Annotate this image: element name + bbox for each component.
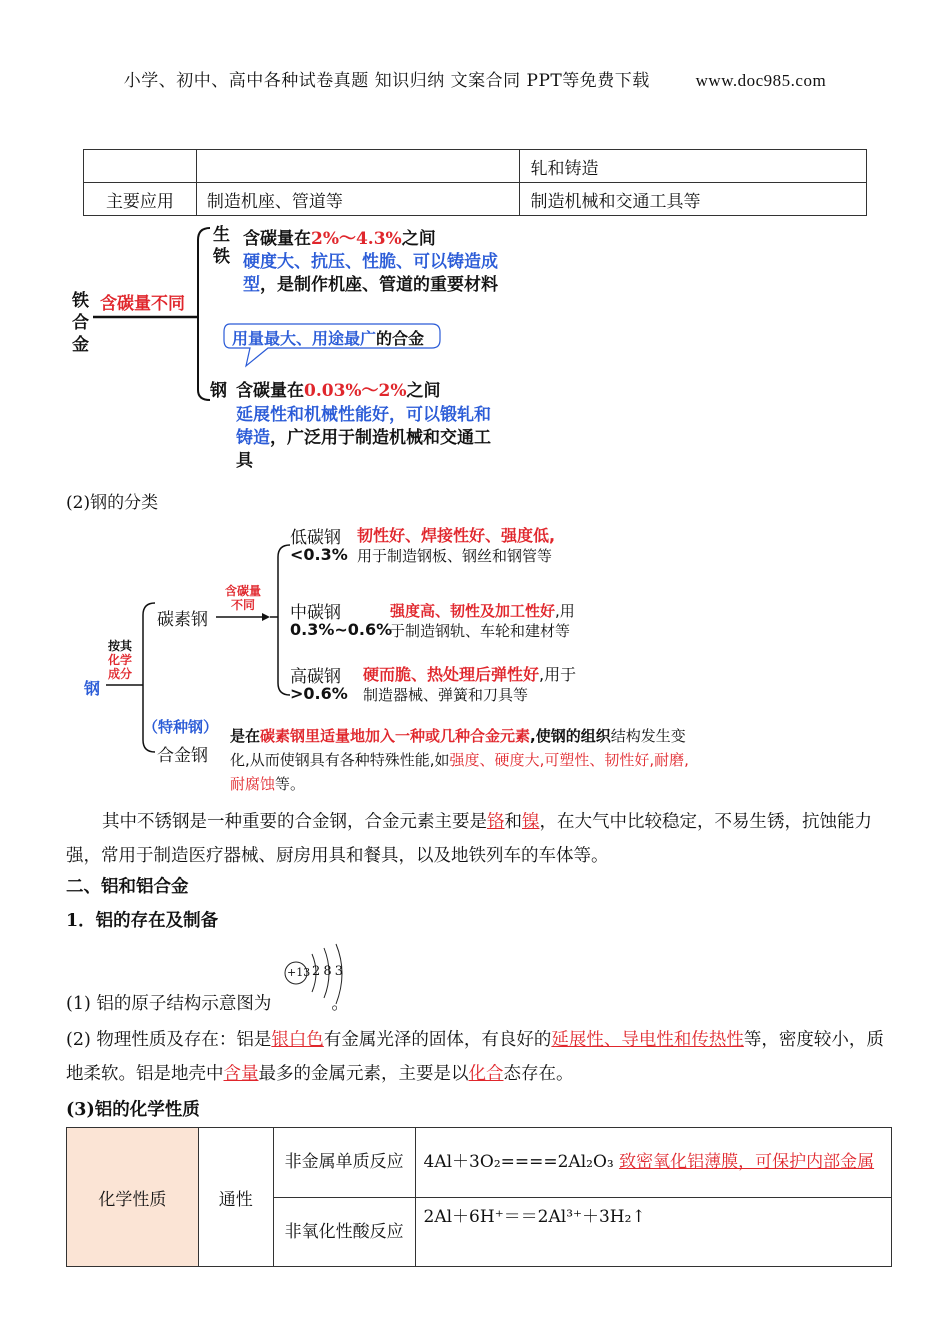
low-carbon-range: <0.3%	[290, 545, 348, 564]
steel-carbon	[236, 376, 441, 401]
text-part: 其中不锈钢是一种重要的合金钢，合金元素主要是	[102, 812, 487, 832]
steel-props	[236, 404, 501, 473]
table-cell: 非金属单质反应	[273, 1128, 415, 1198]
desc-part: 碳素钢里适量地加入一种或几种合金元素	[260, 727, 531, 745]
desc-part: 强度、硬度	[449, 751, 525, 769]
text-part: 镍	[522, 812, 540, 832]
label-line: 不同	[231, 598, 256, 612]
table-cell: 制造机械和交通工具等	[520, 183, 867, 216]
alloy-table	[83, 149, 867, 216]
props-blue: 硬度大、抗压、性脆、可以铸造成型	[243, 252, 498, 295]
by-label	[108, 639, 132, 681]
equation-note: 致密氧化铝薄膜，可保护内部金属	[619, 1152, 875, 1173]
iron-alloy-diagram	[0, 220, 950, 480]
label-line: 化学	[108, 653, 133, 667]
atom-shells: 2 8 3	[312, 964, 344, 979]
pig-iron-name	[213, 224, 230, 268]
mid-carbon-use: 于制造钢轨、车轮和建材等	[390, 622, 571, 640]
high-carbon-name: 高碳钢	[290, 667, 341, 687]
header-site: www.doc985.com	[695, 71, 827, 90]
name-char: 铁	[213, 247, 230, 267]
table-cell: 2Al＋6H⁺＝＝2Al³⁺＋3H₂↑	[415, 1197, 891, 1267]
text-part: 。	[331, 994, 349, 1014]
low-carbon-use: 用于制造钢板、钢丝和钢管等	[357, 547, 553, 565]
carbon-prefix: 含碳量在	[243, 229, 311, 249]
carbon-suffix: 之间	[401, 229, 436, 249]
text-part: (1) 铝的原子结构示意图为	[66, 994, 272, 1014]
low-carbon-name: 低碳钢	[290, 528, 341, 548]
item3-heading: (3)铝的化学性质	[66, 1100, 200, 1120]
stainless-paragraph	[66, 805, 886, 873]
name-char: 生	[213, 225, 230, 245]
mid-carbon-props	[390, 600, 575, 621]
text-part: 有金属光泽的固体，有良好的	[323, 1030, 552, 1050]
table-cell: 非氧化性酸反应	[273, 1197, 415, 1267]
special-steel-label: （特种钢）	[143, 718, 219, 736]
carbon-range: 2%～4.3%	[311, 229, 402, 249]
table-cell	[196, 150, 520, 183]
mid-carbon-name: 中碳钢	[290, 603, 341, 623]
table-row	[84, 183, 867, 216]
desc-part: 大,可塑性、韧性好,耐磨,耐腐蚀	[230, 751, 689, 793]
text-part: (2) 物理性质及存在：铝是	[66, 1030, 272, 1050]
text-part: 最多的金属元素，主要是以	[258, 1064, 469, 1084]
carbon-range: 0.03%～2%	[304, 381, 407, 401]
page-header	[0, 66, 950, 91]
carbon-label	[225, 584, 261, 612]
iron-alloy-root	[72, 290, 89, 356]
props-red: 强度高、韧性及加工性好	[390, 602, 556, 620]
table-cell	[415, 1128, 891, 1198]
table-cell: 主要应用	[84, 183, 197, 216]
high-carbon-use: 制造器械、弹簧和刀具等	[363, 686, 529, 704]
pig-iron-carbon	[243, 224, 436, 249]
root-char: 金	[72, 335, 89, 355]
steel-root: 钢	[84, 679, 101, 698]
table-row	[84, 150, 867, 183]
label-line: 含碳量	[225, 584, 262, 598]
equation: 4Al＋3O₂====2Al₂O₃	[423, 1152, 614, 1173]
table-cell: 轧和铸造	[520, 150, 867, 183]
callout-black: 的合金	[376, 329, 425, 348]
steel-class-diagram	[0, 515, 950, 793]
text-part: 延展性、导电性和传热性	[551, 1030, 744, 1050]
carbon-prefix: 含碳量在	[236, 381, 304, 401]
pig-iron-props	[243, 251, 503, 297]
item2	[66, 1023, 886, 1091]
label-line: 成分	[108, 667, 133, 681]
root-char: 合	[72, 313, 89, 333]
text-part: 铬	[487, 812, 505, 832]
root-char: 铁	[72, 291, 89, 311]
low-carbon-props: 韧性好、焊接性好、强度低,	[357, 526, 556, 545]
props-red: 硬而脆、热处理后弹性好	[363, 665, 540, 684]
props-black: ，是制作机座、管道的重要材料	[260, 275, 498, 295]
high-carbon-props	[363, 662, 576, 685]
alloy-steel: 合金钢	[157, 746, 208, 766]
text-part: 银白色	[271, 1030, 324, 1050]
mid-carbon-range: 0.3%~0.6%	[290, 620, 393, 639]
use-part: ,用于	[539, 665, 577, 684]
text-part: 和	[504, 812, 522, 832]
text-part: 较小，质地柔软。铝是地壳中	[66, 1030, 884, 1084]
text-part: 等，密度	[743, 1030, 814, 1050]
table-row	[67, 1128, 892, 1198]
alloy-steel-desc	[230, 724, 700, 796]
atom-nucleus: +13	[287, 966, 311, 979]
callout-blue: 用量最大、用途最广	[232, 329, 377, 348]
header-text: 小学、初中、高中各种试卷真题 知识归纳 文案合同 PPT等免费下载	[123, 71, 650, 91]
text-part: 化合	[468, 1064, 504, 1084]
branch-label: 含碳量不同	[100, 294, 185, 314]
text-part: 态存在。	[503, 1064, 574, 1084]
callout-text	[232, 326, 424, 349]
desc-part: 等。	[275, 775, 306, 793]
item1	[66, 990, 349, 1015]
props-blue: 延展性和机械性能好，可以锻轧和铸造	[236, 405, 491, 448]
desc-part: 结构发生变化,从而使钢具有各种特殊性能,如	[230, 727, 686, 769]
label-line: 按其	[108, 639, 133, 653]
text-part: 含量	[223, 1064, 259, 1084]
steel-class-title: (2)钢的分类	[66, 493, 159, 513]
desc-part: 是在	[230, 727, 261, 745]
carbon-suffix: 之间	[406, 381, 441, 401]
carbon-steel: 碳素钢	[157, 610, 208, 630]
table-cell: 通性	[198, 1128, 273, 1267]
high-carbon-range: >0.6%	[290, 684, 348, 703]
steel-name: 钢	[210, 381, 227, 401]
table-cell: 化学性质	[67, 1128, 199, 1267]
text-part: 抗蚀能力强，常用于制造医疗器械、厨房用具和餐具，以及地铁列车的车体等。	[66, 812, 872, 866]
props-black: ，广泛用于制造机械和交通工具	[236, 428, 491, 471]
table-cell: 制造机座、管道等	[196, 183, 520, 216]
desc-part: ,使钢的组织	[530, 727, 611, 745]
chem-props-table	[66, 1127, 892, 1267]
sub-heading: 1．铝的存在及制备	[66, 911, 219, 931]
use-part: ,用	[555, 602, 575, 620]
table-cell	[84, 150, 197, 183]
text-part: ，在大气中比较稳定，不易生锈，	[539, 812, 802, 832]
section-heading: 二、铝和铝合金	[66, 877, 189, 897]
